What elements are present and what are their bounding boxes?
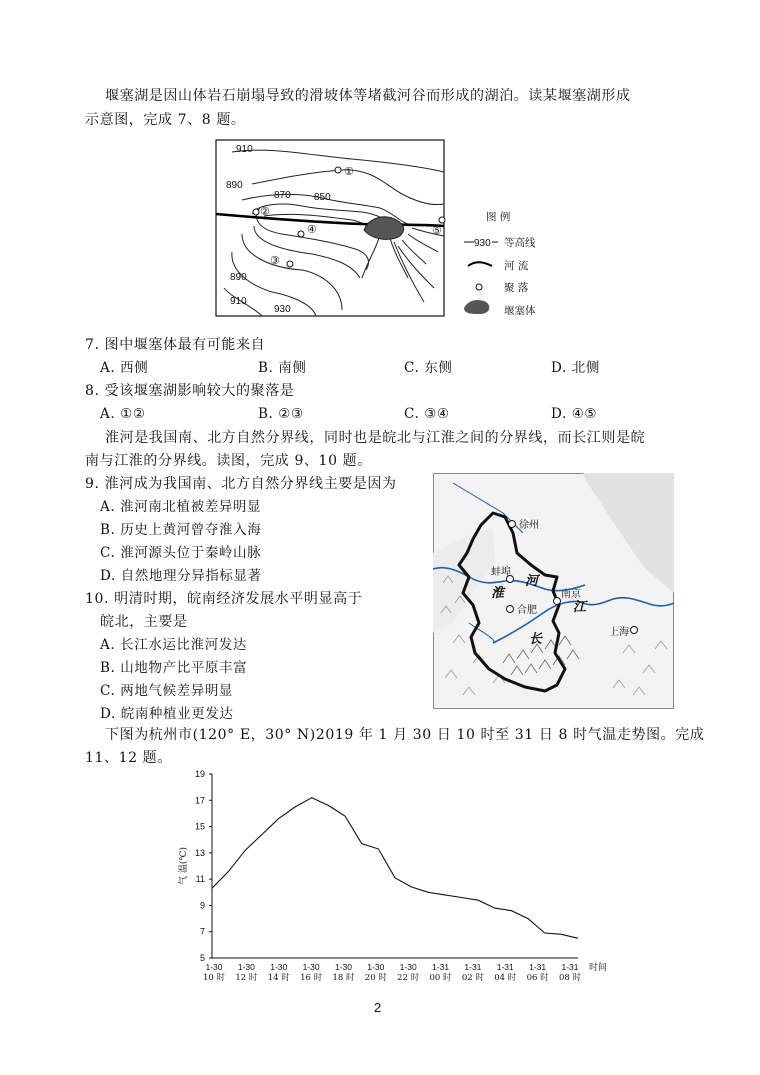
settlement-marker: [298, 231, 304, 237]
q8-option-a[interactable]: A. ①②: [100, 406, 146, 422]
temperature-line-chart: [170, 764, 620, 984]
y-tick-label: 15: [194, 821, 205, 832]
q10-option-b[interactable]: B. 山地物产比平原丰富: [100, 660, 248, 676]
x-tick-label-time: 22 时: [397, 973, 420, 983]
q9-stem: 9. 淮河成为我国南、北方自然分界线主要是因为: [85, 476, 397, 492]
q7-option-d[interactable]: D. 北侧: [551, 360, 600, 376]
q10-option-a[interactable]: A. 长江水运比淮河发达: [100, 637, 248, 653]
x-tick-label-time: 18 时: [332, 973, 355, 983]
x-tick-label-date: 1-30: [334, 962, 352, 972]
x-tick-label-date: 1-30: [237, 962, 255, 972]
x-tick-label-time: 02 时: [461, 973, 484, 983]
intro-11-12-line2: 11、12 题。: [85, 750, 172, 766]
settlement-label-1: ①: [344, 165, 354, 178]
page-number: 2: [374, 1000, 382, 1015]
contour-label: 890: [226, 180, 243, 191]
river-char-chang: 长: [529, 632, 543, 647]
x-tick-label-date: 1-31: [464, 962, 482, 972]
legend-settlement: 聚 落: [504, 282, 529, 294]
q10-stem-line2: 皖北，主要是: [100, 614, 188, 630]
river-char-jiang: 江: [573, 600, 587, 615]
city-label-xuzhou: 徐州: [519, 520, 539, 531]
legend-contour: 等高线: [504, 237, 536, 249]
q10-option-d[interactable]: D. 皖南种植业更发达: [100, 706, 234, 722]
y-tick-label: 7: [199, 926, 205, 937]
city-marker-nanjing: [554, 598, 561, 605]
intro-9-10-line2: 南与江淮的分界线。读图，完成 9、10 题。: [85, 453, 372, 469]
x-tick-label-time: 10 时: [202, 973, 226, 983]
intro-11-12-line1: 下图为杭州市(120° E，30° N)2019 年 1 月 30 日 10 时至 31 日 8 时气温走势图。完成: [105, 727, 705, 743]
contour-label: 910: [236, 144, 253, 155]
q8-option-b[interactable]: B. ②③: [258, 406, 304, 422]
x-tick-label-date: 1-30: [270, 962, 288, 972]
x-tick-label-time: 00 时: [429, 973, 452, 983]
x-tick-label-time: 06 时: [526, 973, 549, 983]
settlement-marker: [287, 261, 293, 267]
city-marker-shanghai: [631, 627, 638, 634]
q8-option-c[interactable]: C. ③④: [404, 406, 450, 422]
q9-option-b[interactable]: B. 历史上黄河曾夺淮入海: [100, 522, 262, 538]
q8-option-d[interactable]: D. ④⑤: [551, 406, 598, 422]
city-label-bengbu: 蚌埠: [491, 567, 511, 578]
settlement-marker: [253, 209, 259, 215]
x-tick-label-time: 12 时: [235, 973, 258, 983]
x-tick-label-time: 20 时: [364, 973, 387, 983]
settlement-label-5: ⑤: [432, 224, 442, 237]
intro-9-10-line1: 淮河是我国南、北方自然分界线，同时也是皖北与江淮之间的分界线，而长江则是皖: [105, 430, 646, 446]
dam-lake-contour-map: [212, 138, 552, 320]
intro-7-8-line2: 示意图，完成 7、8 题。: [85, 112, 246, 128]
y-tick-label: 9: [199, 900, 205, 911]
q8-stem: 8. 受该堰塞湖影响较大的聚落是: [85, 383, 295, 399]
city-label-hefei: 合肥: [517, 605, 537, 616]
q9-option-d[interactable]: D. 自然地理分异指标显著: [100, 568, 262, 584]
map-legend: [464, 210, 536, 317]
y-tick-label: 19: [194, 769, 205, 779]
legend-river-symbol: [468, 262, 492, 266]
map-frame: [216, 140, 444, 316]
x-tick-label-time: 08 时: [558, 973, 582, 983]
q7-option-c[interactable]: C. 东侧: [404, 360, 453, 376]
legend-dam: 堰塞体: [504, 305, 536, 317]
q7-stem: 7. 图中堰塞体最有可能来自: [85, 337, 266, 353]
intro-7-8-line1: 堰塞湖是因山体岩石崩塌导致的滑坡体等堵截河谷而形成的湖泊。读某堰塞湖形成: [105, 88, 631, 104]
x-tick-label-time: 14 时: [267, 973, 290, 983]
legend-contour-value: 930: [474, 238, 491, 249]
contour-label: 870: [274, 190, 291, 201]
legend-dam-symbol: [464, 300, 489, 314]
contour-label: 890: [230, 272, 247, 283]
city-marker-hefei: [507, 606, 514, 613]
contour-label: 910: [230, 296, 247, 307]
y-tick-label: 13: [194, 847, 205, 858]
legend-title: 图 例: [486, 211, 511, 223]
x-tick-label-date: 1-30: [399, 962, 417, 972]
y-tick-label: 17: [194, 795, 205, 806]
settlement-label-2: ②: [260, 205, 270, 218]
contour-label: 930: [274, 304, 291, 315]
y-tick-label: 11: [195, 874, 205, 885]
settlement-marker: [439, 217, 445, 223]
q10-option-c[interactable]: C. 两地气候差异明显: [100, 683, 234, 699]
temperature-series-line: [212, 798, 578, 939]
river-char-huai: 淮: [491, 586, 505, 601]
x-tick-label-date: 1-30: [302, 962, 320, 972]
x-tick-label-time: 16 时: [300, 973, 323, 983]
contour-label: 850: [314, 192, 331, 203]
x-tick-label-time: 04 时: [494, 973, 517, 983]
q7-option-a[interactable]: A. 西侧: [100, 360, 149, 376]
legend-river: 河 流: [504, 260, 529, 272]
settlement-label-3: ③: [270, 254, 280, 267]
city-label-nanjing: 南京: [561, 589, 581, 600]
x-tick-label-date: 1-31: [496, 962, 514, 972]
city-label-shanghai: 上海: [609, 627, 629, 638]
x-tick-label-date: 1-31: [432, 962, 450, 972]
x-tick-label-date: 1-31: [561, 962, 579, 972]
q7-option-b[interactable]: B. 南侧: [258, 360, 307, 376]
settlement-marker: [335, 167, 341, 173]
x-tick-label-date: 1-31: [529, 962, 547, 972]
x-tick-label-date: 1-30: [205, 962, 223, 972]
y-axis-label: 气 温(℃): [179, 847, 189, 885]
city-marker-xuzhou: [509, 521, 516, 528]
anhui-region-map: [433, 473, 674, 709]
x-tick-label-date: 1-30: [367, 962, 385, 972]
x-axis-label: 时间: [588, 963, 608, 973]
q9-option-c[interactable]: C. 淮河源头位于秦岭山脉: [100, 545, 262, 561]
settlement-label-4: ④: [307, 223, 317, 236]
river-char-he: 河: [525, 574, 539, 589]
q10-stem-line1: 10. 明清时期，皖南经济发展水平明显高于: [85, 591, 363, 607]
q9-option-a[interactable]: A. 淮河南北植被差异明显: [100, 499, 262, 515]
legend-settlement-symbol: [476, 284, 482, 290]
y-tick-label: 5: [199, 953, 205, 963]
